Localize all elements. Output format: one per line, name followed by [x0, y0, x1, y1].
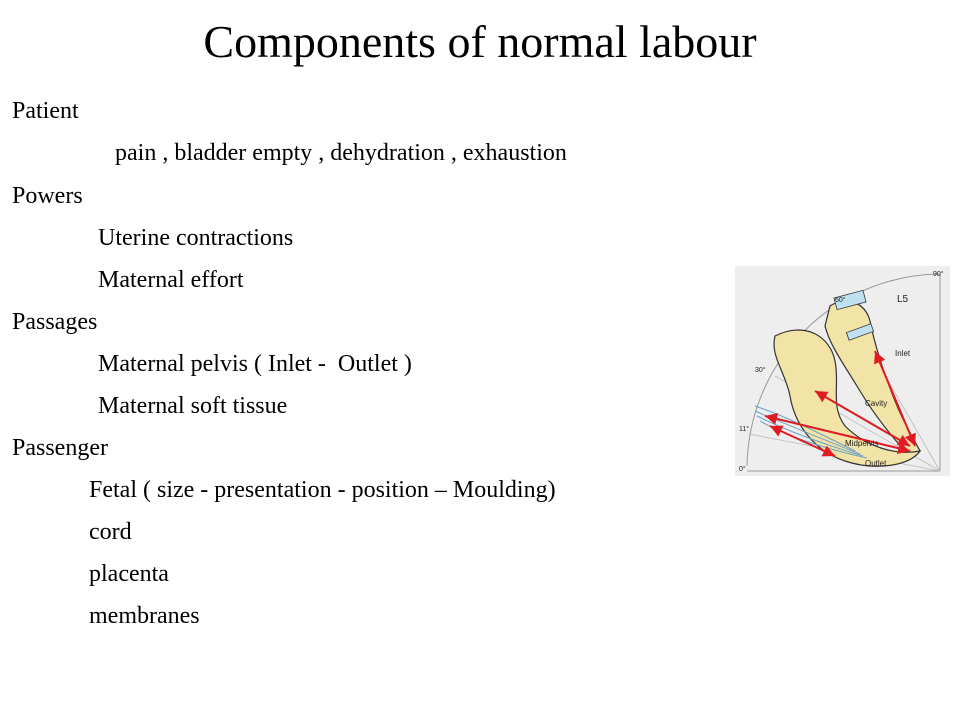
item-fetal: Fetal ( size - presentation - position – Moulding) — [89, 477, 556, 503]
label-inlet: Inlet — [895, 349, 911, 358]
label-deg90: 90° — [933, 271, 944, 278]
item-placenta: placenta — [89, 561, 169, 587]
item-membranes: membranes — [89, 603, 200, 629]
label-deg60: 60° — [835, 297, 846, 304]
heading-powers: Powers — [12, 183, 83, 209]
label-l5: L5 — [897, 294, 909, 305]
item-patient-factors: pain , bladder empty , dehydration , exhaustion — [115, 140, 567, 166]
label-cavity: Cavity — [865, 399, 888, 408]
slide-title: Components of normal labour — [203, 16, 757, 67]
label-midpelvis: Midpelvis — [845, 439, 879, 448]
heading-patient: Patient — [12, 98, 79, 124]
item-cord: cord — [89, 519, 132, 545]
label-outlet: Outlet — [865, 459, 887, 468]
pelvis-diagram — [735, 266, 950, 476]
heading-passenger: Passenger — [12, 435, 108, 461]
label-deg11: 11° — [739, 426, 750, 433]
item-maternal-soft-tissue: Maternal soft tissue — [98, 393, 288, 419]
label-deg30: 30° — [755, 367, 766, 374]
heading-passages: Passages — [12, 309, 98, 335]
item-maternal-pelvis: Maternal pelvis ( Inlet - Outlet ) — [98, 351, 412, 377]
label-deg0: 0° — [739, 466, 746, 473]
item-maternal-effort: Maternal effort — [98, 267, 244, 293]
item-uterine-contractions: Uterine contractions — [98, 225, 294, 251]
